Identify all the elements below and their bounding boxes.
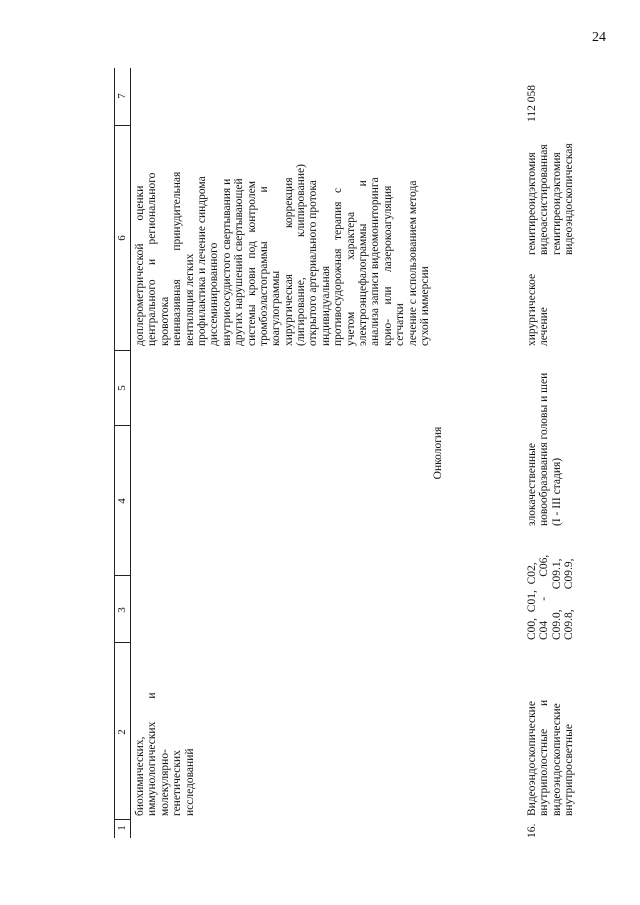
column-number: 1 xyxy=(116,825,128,831)
text-line: крио- или лазерокоагуляция xyxy=(381,185,394,346)
text-line: гемитиреоидэктомия xyxy=(526,152,538,255)
row16-col3 xyxy=(526,530,576,640)
row16-col2 xyxy=(526,644,576,816)
column-number: 7 xyxy=(116,93,128,99)
text-line: генетических xyxy=(171,750,184,816)
page-number: 24 xyxy=(592,30,606,45)
col-divider xyxy=(114,425,130,426)
text-line: сетчатки xyxy=(394,303,407,346)
text-line: неинвазивная принудительная xyxy=(171,171,184,346)
text-line: центрального и регионального xyxy=(146,172,159,346)
text-line: диссеминированного xyxy=(208,242,221,346)
text-line: вентиляция легких xyxy=(183,253,196,346)
row16-col4 xyxy=(526,346,563,526)
table-top-border xyxy=(114,68,115,838)
col-divider xyxy=(114,642,130,643)
text-line: (I - III стадия) xyxy=(550,457,563,526)
price-value: 112 058 xyxy=(526,85,538,122)
row16-number: 16. xyxy=(526,823,538,838)
text-line: иммунологических и xyxy=(146,692,159,816)
text-line: биохимических, xyxy=(134,736,146,816)
text-line: учетом характера xyxy=(344,211,357,346)
text-line: новообразования головы и шеи xyxy=(538,372,551,526)
row16-col5 xyxy=(526,256,551,346)
text-line: Видеоэндоскопические xyxy=(526,701,538,816)
text-line: доплерометрической оценки xyxy=(134,185,146,346)
text-line: анализа записи видеомониторинга xyxy=(369,177,382,346)
col-divider xyxy=(114,575,130,576)
col-divider xyxy=(114,350,130,351)
text-line: видеоэндоскопическая xyxy=(563,143,576,255)
text-line: внутриполостные и xyxy=(538,699,551,816)
text-line: гемитиреоидэктомия xyxy=(550,152,563,255)
text-line: злокачественные xyxy=(526,443,538,526)
text-line: кровотока xyxy=(158,296,171,346)
text-line: C09.0, C09.1, xyxy=(550,558,563,640)
text-line: видеоэндоскопические xyxy=(550,703,563,816)
text-line: противосудорожная терапия с xyxy=(332,187,345,346)
continued-row-col6 xyxy=(134,131,431,346)
column-number: 4 xyxy=(116,498,128,504)
col-divider xyxy=(114,125,130,126)
column-number: 6 xyxy=(116,235,128,241)
text-line: хирургическая коррекция xyxy=(282,177,295,346)
text-line: хирургическое xyxy=(526,273,538,346)
text-line: профилактика и лечение синдрома xyxy=(195,176,208,346)
row16-col7 xyxy=(526,68,538,122)
text-line: тромбоэластограммы и xyxy=(257,186,270,346)
continued-row-col2 xyxy=(134,646,196,816)
text-line: молекулярно- xyxy=(158,749,171,816)
text-line: внутрисосудистого свертывания и xyxy=(220,178,233,346)
text-line: видеоассистированная xyxy=(538,144,551,255)
header-bottom-border xyxy=(130,68,131,838)
text-line: электроэнцефалограммы и xyxy=(357,180,370,346)
column-number: 2 xyxy=(116,729,128,735)
text-line: коагулограммы xyxy=(270,270,283,346)
text-line: C04 - C06, xyxy=(538,554,551,640)
text-line: других нарушений свертывающей xyxy=(233,178,246,346)
text-line: внутрипросветные xyxy=(563,724,576,816)
text-line: системы крови под контролем xyxy=(245,180,258,346)
row16-col6 xyxy=(526,125,576,255)
text-line: индивидуальная xyxy=(319,265,332,346)
text-line: лечение xyxy=(538,307,551,346)
rotated-table xyxy=(114,68,634,838)
text-line: лечение с использованием метода xyxy=(406,180,419,346)
column-number: 5 xyxy=(116,385,128,391)
text-line: (лигирование, клипирование) xyxy=(295,164,308,346)
column-number: 3 xyxy=(116,607,128,613)
section-title: Онкология xyxy=(432,426,444,480)
text-line: C09.8, C09.9, xyxy=(563,558,576,640)
text-line: сухой иммерсии xyxy=(418,266,431,346)
text-line: C00, C01, C02, xyxy=(526,562,538,640)
text-line: исследований xyxy=(183,748,196,816)
text-line: открытого артериального протока xyxy=(307,180,320,346)
